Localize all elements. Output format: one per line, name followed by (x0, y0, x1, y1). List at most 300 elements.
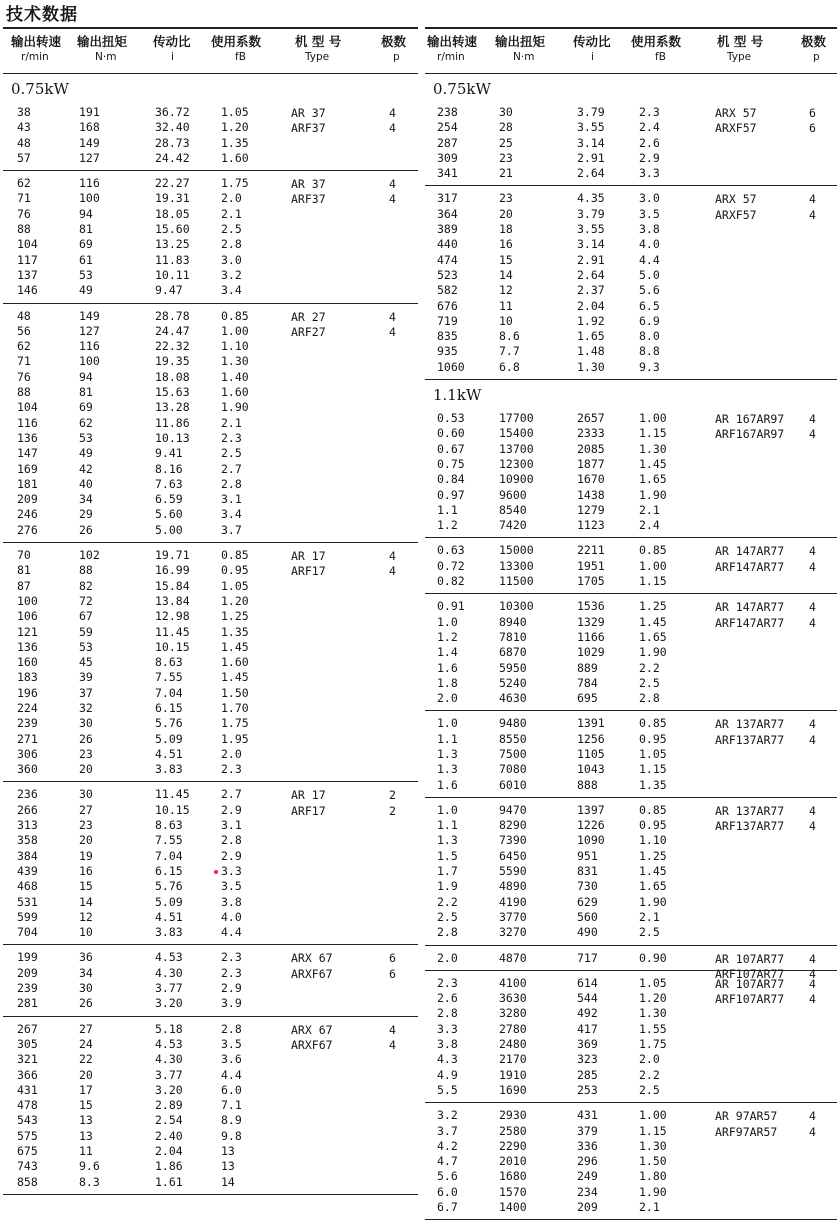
torque-cell: 4100 (499, 975, 527, 990)
speed-cell: 239 (17, 981, 38, 996)
factor-cell: 2.3 (639, 105, 660, 119)
ratio-cell: 16.99 (155, 563, 190, 578)
ratio-cell: 1397 (577, 802, 605, 817)
torque-cell: 24 (79, 1036, 93, 1051)
ratio-cell: 1166 (577, 629, 605, 644)
table-row (3, 563, 418, 578)
torque-cell: 6450 (499, 848, 527, 863)
table-row (425, 1169, 837, 1184)
factor-cell: 1.00 (639, 411, 667, 426)
speed-cell: 366 (17, 1067, 38, 1082)
speed-cell: 136 (17, 430, 38, 445)
table-row (3, 507, 418, 522)
speed-cell: 1.5 (437, 848, 458, 863)
table-row (3, 910, 418, 925)
speed-cell: 364 (437, 206, 458, 221)
spec-group (425, 711, 837, 797)
table-row (425, 1052, 837, 1067)
ratio-cell: 18.05 (155, 206, 190, 221)
ratio-cell: 9.47 (155, 283, 183, 298)
speed-cell: 4.7 (437, 1154, 458, 1169)
ratio-cell: 8.63 (155, 818, 183, 833)
speed-cell: 431 (17, 1082, 38, 1097)
spec-group (3, 782, 418, 945)
factor-cell: 1.05 (221, 105, 249, 119)
torque-cell: 7.7 (499, 344, 520, 359)
torque-cell: 3630 (499, 991, 527, 1006)
torque-cell: 27 (79, 802, 93, 817)
table-row (425, 1083, 837, 1098)
speed-cell: 440 (437, 237, 458, 252)
table-row (425, 457, 837, 472)
speed-cell: 160 (17, 655, 38, 670)
speed-cell: 5.5 (437, 1082, 458, 1097)
torque-cell: 127 (79, 323, 100, 338)
torque-cell: 30 (79, 787, 93, 802)
model-type: ARX 67 (291, 951, 333, 966)
ratio-cell: 2.37 (577, 283, 605, 298)
speed-cell: 196 (17, 685, 38, 700)
factor-cell: 4.0 (221, 909, 242, 924)
torque-cell: 9480 (499, 716, 527, 731)
torque-cell: 14 (79, 894, 93, 909)
table-row (3, 1052, 418, 1067)
table-row (425, 1006, 837, 1021)
factor-cell: 1.45 (221, 670, 249, 685)
table-row (3, 1144, 418, 1159)
factor-cell: 14 (221, 1174, 235, 1189)
pole-count: 4 (809, 192, 816, 207)
model-type: AR 17 (291, 788, 326, 803)
torque-cell: 7390 (499, 833, 527, 848)
table-row (3, 1083, 418, 1098)
pole-count: 4 (809, 544, 816, 559)
torque-cell: 4190 (499, 894, 527, 909)
table-header-right: 输出转速 r/min 输出扭矩 N·m 传动比 i 使用系数 fB 机 型 号 Type 极数 p (425, 27, 837, 74)
table-row (3, 354, 418, 369)
speed-cell: 276 (17, 522, 38, 537)
table-row (425, 1022, 837, 1037)
ratio-cell: 5.76 (155, 879, 183, 894)
table-row (425, 1037, 837, 1052)
speed-cell: 116 (17, 415, 38, 430)
model-type: ARF27 (291, 324, 326, 339)
torque-cell: 15000 (499, 543, 534, 558)
speed-cell: 1.3 (437, 746, 458, 761)
ratio-cell: 1105 (577, 746, 605, 761)
torque-cell: 15 (79, 879, 93, 894)
table-row (3, 1113, 418, 1128)
table-row (3, 1098, 418, 1113)
table-row (425, 191, 837, 206)
factor-cell: 1.20 (221, 593, 249, 608)
factor-cell: 1.35 (221, 624, 249, 639)
factor-cell: 0.95 (639, 818, 667, 833)
factor-cell: 2.7 (221, 461, 242, 476)
factor-cell: 2.2 (639, 1067, 660, 1082)
factor-cell: 1.25 (639, 599, 667, 614)
table-row (425, 314, 837, 329)
table-header-left: 输出转速 r/min 输出扭矩 N·m 传动比 i 使用系数 fB 机 型 号 Type 极数 p (3, 27, 418, 74)
torque-cell: 1680 (499, 1169, 527, 1184)
pole-count: 4 (809, 966, 816, 981)
ratio-cell: 7.63 (155, 476, 183, 491)
torque-cell: 3280 (499, 1006, 527, 1021)
speed-cell: 3.8 (437, 1037, 458, 1052)
torque-cell: 1570 (499, 1184, 527, 1199)
torque-cell: 5590 (499, 864, 527, 879)
pole-count: 4 (389, 309, 396, 324)
ratio-cell: 1329 (577, 614, 605, 629)
factor-cell: 3.5 (221, 1036, 242, 1051)
speed-cell: 88 (17, 385, 31, 400)
speed-cell: 582 (437, 283, 458, 298)
ratio-cell: 15.60 (155, 222, 190, 237)
torque-cell: 3270 (499, 925, 527, 940)
spec-group (425, 594, 837, 711)
factor-cell: 7.1 (221, 1098, 242, 1113)
speed-cell: 147 (17, 446, 38, 461)
table-row (3, 762, 418, 777)
speed-cell: 146 (17, 283, 38, 298)
speed-cell: 246 (17, 507, 38, 522)
speed-cell: 266 (17, 802, 38, 817)
speed-cell: 321 (17, 1052, 38, 1067)
torque-cell: 9470 (499, 802, 527, 817)
ratio-cell: 10.13 (155, 430, 190, 445)
table-row (3, 803, 418, 818)
factor-cell: 2.9 (221, 802, 242, 817)
table-row (3, 416, 418, 431)
table-row (425, 299, 837, 314)
factor-cell: 1.10 (221, 339, 249, 354)
table-row (3, 864, 418, 879)
factor-cell: 9.3 (639, 359, 660, 374)
speed-cell: 287 (437, 135, 458, 150)
table-row (3, 655, 418, 670)
factor-cell: 1.05 (639, 746, 667, 761)
left-table-body (3, 78, 418, 1195)
model-type-list (291, 549, 326, 580)
table-row (425, 268, 837, 283)
ratio-cell: 4.53 (155, 950, 183, 965)
table-row (3, 477, 418, 492)
factor-cell: 3.4 (221, 283, 242, 298)
factor-cell: 1.90 (639, 645, 667, 660)
model-type-list (715, 977, 784, 1008)
speed-cell: 478 (17, 1098, 38, 1113)
factor-cell: 3.1 (221, 492, 242, 507)
speed-cell: 4.9 (437, 1067, 458, 1082)
torque-cell: 94 (79, 206, 93, 221)
ratio-cell: 1226 (577, 818, 605, 833)
speed-cell: 5.6 (437, 1169, 458, 1184)
table-row (425, 630, 837, 645)
pole-count: 4 (389, 1037, 396, 1052)
factor-cell: 1.70 (221, 700, 249, 715)
factor-cell: 1.50 (639, 1154, 667, 1169)
pole-list (389, 951, 396, 982)
factor-cell: 1.65 (639, 879, 667, 894)
speed-cell: 281 (17, 996, 38, 1011)
speed-cell: 2.5 (437, 909, 458, 924)
ratio-cell: 11.45 (155, 787, 190, 802)
factor-cell: 1.80 (639, 1169, 667, 1184)
torque-cell: 8540 (499, 502, 527, 517)
factor-cell: 0.85 (221, 308, 249, 323)
table-row (3, 579, 418, 594)
torque-cell: 34 (79, 492, 93, 507)
ratio-cell: 379 (577, 1123, 598, 1138)
model-type: ARF97AR57 (715, 1124, 778, 1139)
model-type: AR 97AR57 (715, 1109, 778, 1124)
speed-cell: 136 (17, 639, 38, 654)
ratio-cell: 784 (577, 675, 598, 690)
table-row (3, 925, 418, 940)
speed-cell: 575 (17, 1128, 38, 1143)
torque-cell: 15 (79, 1098, 93, 1113)
factor-cell: 2.5 (221, 446, 242, 461)
ratio-cell: 3.79 (577, 206, 605, 221)
speed-cell: 835 (437, 329, 458, 344)
model-type-list (715, 804, 784, 835)
torque-cell: 10900 (499, 472, 534, 487)
factor-cell: 2.4 (639, 120, 660, 135)
ratio-cell: 19.71 (155, 548, 190, 563)
model-type: AR 37 (291, 106, 326, 120)
table-row (425, 253, 837, 268)
factor-cell: 1.65 (639, 472, 667, 487)
table-row (3, 1022, 418, 1037)
table-row (3, 253, 418, 268)
table-row (425, 574, 837, 589)
ratio-cell: 6.59 (155, 492, 183, 507)
ratio-cell: 2.40 (155, 1128, 183, 1143)
factor-cell: 5.0 (639, 267, 660, 282)
speed-cell: 71 (17, 191, 31, 206)
pole-count: 4 (809, 732, 816, 747)
torque-cell: 2580 (499, 1123, 527, 1138)
pole-count: 4 (389, 549, 396, 564)
ratio-cell: 1.92 (577, 313, 605, 328)
factor-cell: 8.9 (221, 1113, 242, 1128)
factor-cell: 2.8 (221, 476, 242, 491)
spec-group (425, 946, 837, 981)
factor-cell: 2.2 (639, 660, 660, 675)
table-row (425, 105, 837, 120)
page-title: 技术数据 (6, 5, 78, 25)
factor-cell: 3.9 (221, 996, 242, 1011)
torque-cell: 127 (79, 150, 100, 165)
torque-cell: 13 (79, 1113, 93, 1128)
factor-cell: 2.7 (221, 787, 242, 802)
table-row (425, 166, 837, 181)
pole-list (389, 549, 396, 580)
ratio-cell: 3.83 (155, 762, 183, 777)
table-row (425, 762, 837, 777)
speed-cell: 43 (17, 120, 31, 135)
spec-group (425, 78, 837, 186)
torque-cell: 37 (79, 685, 93, 700)
table-row (425, 329, 837, 344)
ratio-cell: 323 (577, 1052, 598, 1067)
ratio-cell: 888 (577, 777, 598, 792)
spec-group (425, 384, 837, 538)
factor-cell: 0.90 (639, 950, 667, 965)
speed-cell: 254 (437, 120, 458, 135)
table-row (425, 360, 837, 375)
table-row (425, 691, 837, 706)
table-row (425, 120, 837, 135)
torque-cell: 11 (499, 298, 513, 313)
ratio-cell: 13.25 (155, 237, 190, 252)
factor-cell: 0.95 (639, 731, 667, 746)
factor-cell: 9.8 (221, 1128, 242, 1143)
speed-cell: 1.3 (437, 833, 458, 848)
pole-count: 4 (389, 1022, 396, 1037)
ratio-cell: 2.64 (577, 166, 605, 181)
table-row (3, 385, 418, 400)
ratio-cell: 417 (577, 1021, 598, 1036)
torque-cell: 28 (499, 120, 513, 135)
factor-cell: 3.8 (221, 894, 242, 909)
torque-cell: 20 (79, 762, 93, 777)
ratio-cell: 10.15 (155, 802, 190, 817)
table-row (3, 981, 418, 996)
ratio-cell: 9.41 (155, 446, 183, 461)
ratio-cell: 2333 (577, 426, 605, 441)
factor-cell: 1.90 (639, 487, 667, 502)
factor-cell: 13 (221, 1159, 235, 1174)
speed-cell: 239 (17, 716, 38, 731)
power-label: 0.75kW (433, 80, 491, 98)
ratio-cell: 1536 (577, 599, 605, 614)
model-type-list (291, 106, 326, 137)
torque-cell: 20 (499, 206, 513, 221)
torque-cell: 27 (79, 1021, 93, 1036)
pole-list (809, 977, 816, 1008)
torque-cell: 36 (79, 950, 93, 965)
torque-cell: 7810 (499, 629, 527, 644)
table-row (3, 105, 418, 120)
factor-cell: 2.1 (221, 415, 242, 430)
torque-cell: 7500 (499, 746, 527, 761)
table-row (3, 1129, 418, 1144)
factor-cell: 1.45 (221, 639, 249, 654)
table-row (425, 136, 837, 151)
speed-cell: 1.1 (437, 502, 458, 517)
factor-cell: 2.1 (639, 502, 660, 517)
spec-group (3, 945, 418, 1016)
factor-cell: 3.5 (221, 879, 242, 894)
factor-cell: 3.7 (221, 522, 242, 537)
factor-cell: 2.5 (639, 675, 660, 690)
factor-cell: 2.3 (221, 965, 242, 980)
speed-cell: 1.6 (437, 777, 458, 792)
torque-cell: 8.6 (499, 329, 520, 344)
speed-cell: 0.72 (437, 558, 465, 573)
ratio-cell: 3.14 (577, 135, 605, 150)
speed-cell: 1.9 (437, 879, 458, 894)
speed-cell: 306 (17, 746, 38, 761)
factor-cell: 1.15 (639, 1123, 667, 1138)
model-type: ARXF57 (715, 121, 757, 136)
torque-cell: 11500 (499, 574, 534, 589)
model-type-list (715, 717, 784, 748)
factor-cell: 4.4 (221, 925, 242, 940)
factor-cell: 2.3 (221, 950, 242, 965)
ratio-cell: 695 (577, 691, 598, 706)
pole-count: 4 (809, 1124, 816, 1139)
speed-cell: 0.97 (437, 487, 465, 502)
ratio-cell: 15.63 (155, 385, 190, 400)
torque-cell: 1690 (499, 1082, 527, 1097)
speed-cell: 57 (17, 150, 31, 165)
ratio-cell: 1123 (577, 518, 605, 533)
torque-cell: 32 (79, 700, 93, 715)
ratio-cell: 3.14 (577, 237, 605, 252)
table-row (3, 594, 418, 609)
speed-cell: 1.7 (437, 864, 458, 879)
pole-count: 4 (389, 106, 396, 120)
speed-cell: 2.3 (437, 975, 458, 990)
factor-cell: 1.60 (221, 150, 249, 165)
model-type: ARF107AR77 (715, 992, 785, 1007)
pole-list (809, 544, 816, 575)
ratio-cell: 1256 (577, 731, 605, 746)
speed-cell: 117 (17, 252, 38, 267)
torque-cell: 72 (79, 593, 93, 608)
speed-cell: 56 (17, 323, 31, 338)
pole-list (809, 1109, 816, 1140)
ratio-cell: 889 (577, 660, 598, 675)
factor-cell: 0.85 (639, 716, 667, 731)
torque-cell: 23 (499, 150, 513, 165)
model-type-list (715, 192, 757, 223)
pole-list (809, 717, 816, 748)
torque-cell: 69 (79, 237, 93, 252)
ratio-cell: 15.84 (155, 578, 190, 593)
speed-cell: 48 (17, 135, 31, 150)
speed-cell: 0.82 (437, 574, 465, 589)
ratio-cell: 11.83 (155, 252, 190, 267)
torque-cell: 21 (499, 166, 513, 181)
model-type-list (291, 1023, 333, 1054)
ratio-cell: 7.04 (155, 685, 183, 700)
speed-cell: 87 (17, 578, 31, 593)
model-type: AR 137AR77 (715, 803, 785, 818)
table-row (425, 778, 837, 793)
model-type: ARF107AR77 (715, 966, 785, 981)
ratio-cell: 11.45 (155, 624, 190, 639)
speed-cell: 236 (17, 787, 38, 802)
torque-cell: 30 (499, 105, 513, 119)
torque-cell: 62 (79, 415, 93, 430)
model-type-list (715, 1109, 777, 1140)
speed-cell: 341 (437, 166, 458, 181)
spec-group (3, 1017, 418, 1195)
model-type-list (715, 600, 784, 631)
torque-cell: 7420 (499, 518, 527, 533)
table-row (3, 747, 418, 762)
ratio-cell: 28.78 (155, 308, 190, 323)
speed-cell: 88 (17, 222, 31, 237)
speed-cell: 0.84 (437, 472, 465, 487)
factor-cell: 1.00 (639, 1108, 667, 1123)
factor-cell: 1.45 (639, 864, 667, 879)
ratio-cell: 431 (577, 1108, 598, 1123)
speed-cell: 4.2 (437, 1138, 458, 1153)
